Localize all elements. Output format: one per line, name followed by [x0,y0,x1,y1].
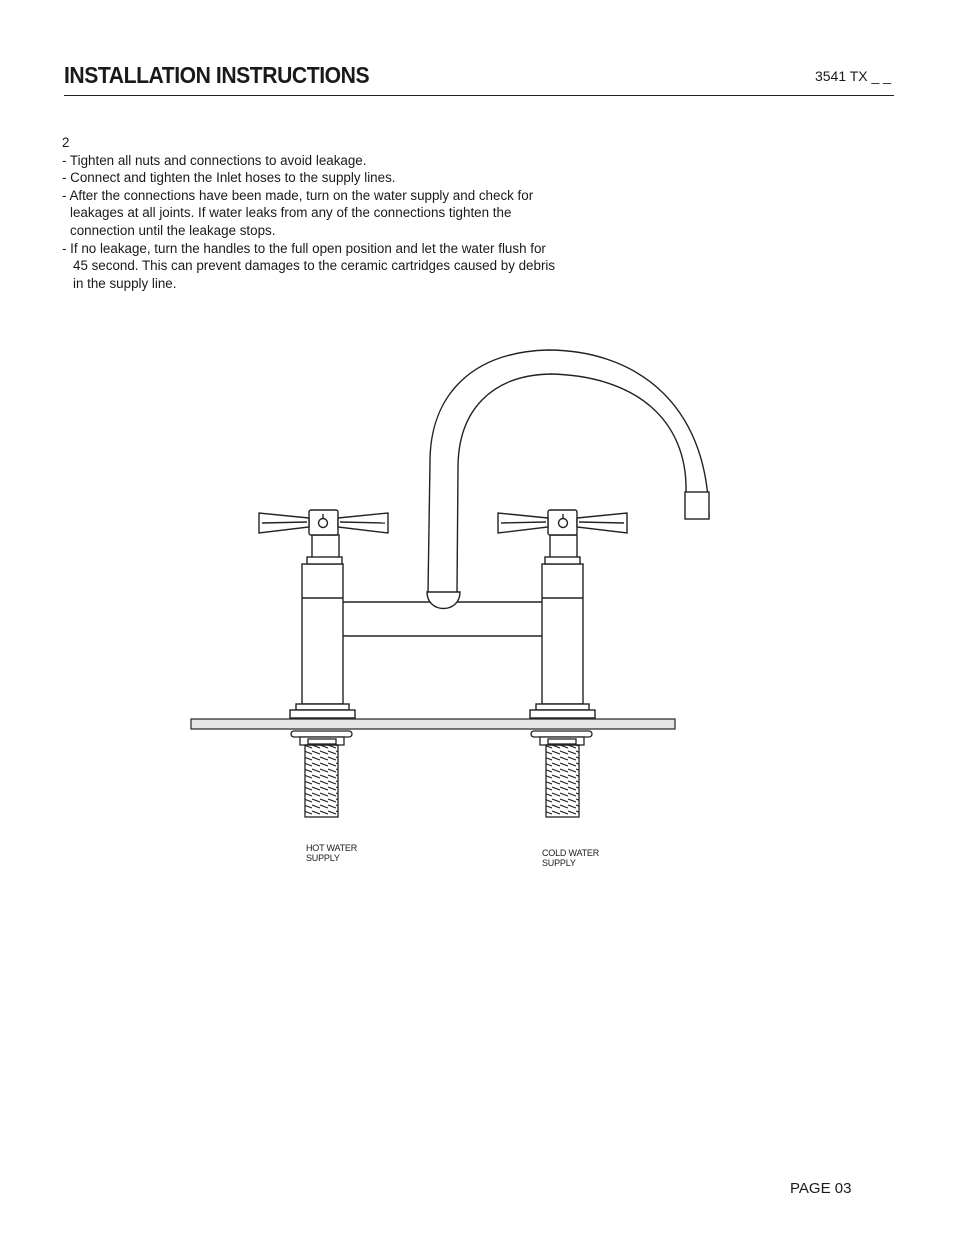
instruction-steps [62,134,582,292]
hot-water-supply-label: HOT WATER SUPPLY [306,843,358,863]
instruction-line: leakages at all joints. If water leaks from any of the connections tighten the [70,205,512,221]
instruction-line: - Connect and tighten the Inlet hoses to the supply lines. [62,170,396,186]
instruction-line: - Tighten all nuts and connections to avoid leakage. [62,152,367,168]
hot-handle-screw-icon [319,519,328,528]
cold-threaded-shank [546,745,579,817]
cold-water-supply-label: COLD WATER SUPPLY [542,848,600,868]
header-rule [64,95,894,96]
deck-plate [191,719,675,729]
instruction-line: connection until the leakage stops. [70,222,276,238]
instruction-line: in the supply line. [73,275,177,291]
page-number: PAGE 03 [790,1180,852,1197]
instruction-line: - If no leakage, turn the handles to the full open position and let the water flush for [62,240,546,256]
hot-threaded-shank [305,745,338,817]
step-number: 2 [62,135,70,150]
instruction-line: 45 second. This can prevent damages to the ceramic cartridges caused by debris [73,258,556,274]
faucet-diagram [185,340,715,875]
cold-column [542,564,583,704]
hot-column [302,564,343,704]
spout-tip [685,492,709,519]
model-number: 3541 TX _ _ [814,68,891,84]
page-title: INSTALLATION INSTRUCTIONS [64,62,370,88]
cold-handle-screw-icon [559,519,568,528]
instruction-line: - After the connections have been made, turn on the water supply and check for [62,187,534,203]
